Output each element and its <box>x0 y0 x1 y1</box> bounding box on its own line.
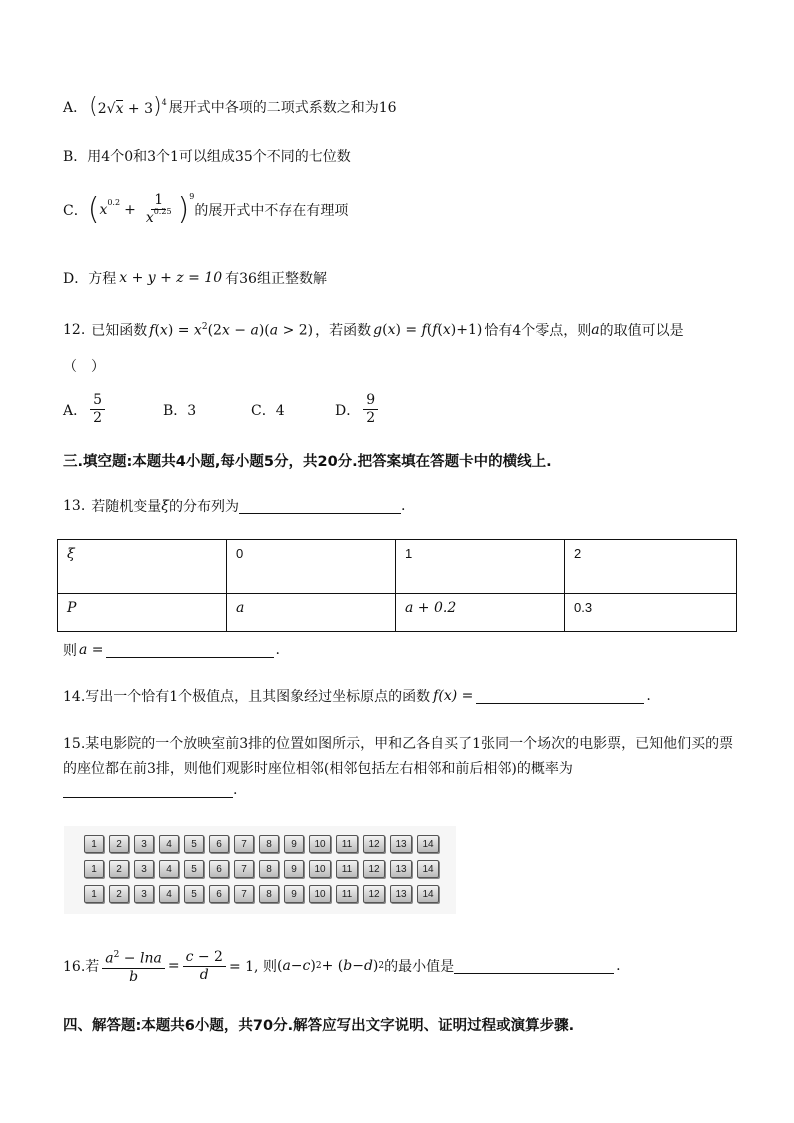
seat: 12 <box>363 860 385 878</box>
q12-text3: 恰有4个零点，则 <box>484 323 592 339</box>
seat: 11 <box>336 835 358 853</box>
seat: 11 <box>336 860 358 878</box>
table-cell: a <box>227 594 396 632</box>
seat: 13 <box>390 860 412 878</box>
seat: 4 <box>159 860 179 878</box>
seat-row-1 <box>84 835 439 853</box>
seat: 14 <box>417 885 439 903</box>
q13-text: 若随机变量 <box>91 499 162 515</box>
q12-choice-d-num: 9 <box>363 393 378 410</box>
q13-answer-blank[interactable] <box>239 499 401 514</box>
q12-number: 12. <box>63 322 86 338</box>
option-b <box>63 146 351 166</box>
seat: 1 <box>84 860 104 878</box>
q14-answer-blank[interactable] <box>476 689 644 704</box>
q13-a-blank[interactable] <box>106 643 274 658</box>
q14-end: . <box>646 688 651 704</box>
seat: 6 <box>209 835 229 853</box>
seat: 9 <box>284 835 304 853</box>
option-a-formula: $(2√x + 3)^4$ <box>89 94 167 119</box>
table-cell: ξ <box>58 540 227 594</box>
option-c-text: 的展开式中不存在有理项 <box>194 203 349 219</box>
question-13 <box>63 496 405 516</box>
q13-after-end: . <box>275 642 280 658</box>
seat: 5 <box>184 860 204 878</box>
option-c <box>63 193 348 227</box>
seat: 12 <box>363 835 385 853</box>
table-cell: 0.3 <box>565 594 737 632</box>
q12-choice-a-label: A． <box>63 402 88 419</box>
q12-choice-b <box>163 400 251 420</box>
seat: 5 <box>184 835 204 853</box>
q12-choice-b-value: 3 <box>187 402 197 419</box>
q12-choice-d-label: D． <box>335 402 361 419</box>
q12-function: $f(x) = x^2(2x - a)(a > 2)$ <box>149 321 314 339</box>
option-a <box>63 96 397 118</box>
q12-choice-c-value: 4 <box>275 402 285 419</box>
q12-paren-text: （ ） <box>63 359 105 375</box>
seat-row-3 <box>84 885 439 903</box>
seat: 13 <box>390 885 412 903</box>
q15-text2: 的座位都在前3排，则他们观影时座位相邻(相邻包括左右相邻和前后相邻)的概率为 <box>63 761 573 777</box>
seat-row-2 <box>84 860 439 878</box>
seat: 7 <box>234 885 254 903</box>
q12-paren <box>63 356 105 376</box>
q13-after-var: a = <box>79 642 104 658</box>
seat: 2 <box>109 885 129 903</box>
q13-number: 13. <box>63 498 86 514</box>
q13-after-text: 则 <box>63 643 77 659</box>
seat: 2 <box>109 860 129 878</box>
option-b-text: 用4个0和3个1可以组成35个不同的七位数 <box>87 149 351 165</box>
q12-choice-d <box>335 393 381 426</box>
seat: 14 <box>417 835 439 853</box>
q12-text1: 已知函数 <box>91 323 148 339</box>
section-3-heading: 三.填空题:本题共4小题,每小题5分，共20分.把答案填在答题卡中的横线上. <box>63 454 552 470</box>
q12-choice-a-num: 5 <box>90 393 105 410</box>
q12-choice-c-label: C． <box>251 402 276 419</box>
seat: 6 <box>209 885 229 903</box>
option-a-text: 展开式中各项的二项式系数之和为16 <box>168 100 397 116</box>
option-d <box>63 268 327 288</box>
seat: 9 <box>284 860 304 878</box>
q13-end: . <box>400 498 406 514</box>
table-row <box>58 540 737 594</box>
seat: 14 <box>417 860 439 878</box>
option-b-label: B． <box>63 149 88 165</box>
option-d-prefix: 方程 <box>88 271 117 287</box>
option-c-label: C． <box>63 203 88 219</box>
seat: 1 <box>84 885 104 903</box>
section-4-heading: 四、解答题:本题共6小题，共70分.解答应写出文字说明、证明过程或演算步骤. <box>63 1018 575 1034</box>
seat: 4 <box>159 885 179 903</box>
q16-end: . <box>616 958 621 975</box>
question-12 <box>63 320 684 340</box>
seat: 6 <box>209 860 229 878</box>
q13-after <box>63 640 280 660</box>
q13-text2: 的分布列为 <box>168 499 239 515</box>
table-cell: 0 <box>227 540 396 594</box>
seat: 8 <box>259 885 279 903</box>
q15-end: . <box>233 782 238 798</box>
q15-answer-blank[interactable] <box>63 783 233 798</box>
question-16 <box>63 948 621 985</box>
q15-text: 15.某电影院的一个放映室前3排的位置如图所示，甲和乙各自买了1张同一个场次的电影票，已知他们买的票 <box>63 736 734 752</box>
seat: 11 <box>336 885 358 903</box>
q16-answer-blank[interactable] <box>454 959 614 974</box>
q12-composite: g(x) = f(f(x)+1) <box>373 322 483 338</box>
table-cell: a + 0.2 <box>396 594 565 632</box>
seat: 13 <box>390 835 412 853</box>
seat: 1 <box>84 835 104 853</box>
q12-choice-a <box>63 393 163 426</box>
distribution-table <box>57 539 737 632</box>
question-15-line2 <box>63 758 573 778</box>
option-d-equation: x + y + z = 10 <box>119 270 223 286</box>
q12-text4: 的取值可以是 <box>599 323 684 339</box>
table-cell: P <box>58 594 227 632</box>
q12-choices <box>63 393 381 426</box>
option-d-label: D． <box>63 271 89 287</box>
seat: 10 <box>309 835 331 853</box>
seat: 8 <box>259 835 279 853</box>
seat: 3 <box>134 885 154 903</box>
q15-blank-line <box>63 782 237 798</box>
seat: 10 <box>309 860 331 878</box>
question-15 <box>63 733 733 753</box>
seat: 4 <box>159 835 179 853</box>
question-14 <box>63 686 651 706</box>
seat: 10 <box>309 885 331 903</box>
option-d-text: 有36组正整数解 <box>225 271 327 287</box>
seat: 2 <box>109 835 129 853</box>
seat: 12 <box>363 885 385 903</box>
q14-text: 14.写出一个恰有1个极值点，且其图象经过坐标原点的函数 <box>63 689 431 705</box>
seat: 7 <box>234 835 254 853</box>
q16-text: 的最小值是 <box>384 959 455 976</box>
q13-xi: ξ <box>161 498 169 514</box>
seat: 3 <box>134 835 154 853</box>
seat: 9 <box>284 885 304 903</box>
q12-choice-a-den: 2 <box>93 410 103 426</box>
q12-var-a: a <box>591 322 600 338</box>
seat: 7 <box>234 860 254 878</box>
q12-choice-b-label: B． <box>163 402 188 419</box>
q12-choice-c <box>251 400 335 420</box>
table-cell: 1 <box>396 540 565 594</box>
seat: 5 <box>184 885 204 903</box>
q12-text2: ，若函数 <box>315 323 372 339</box>
table-cell: 2 <box>565 540 737 594</box>
seat: 8 <box>259 860 279 878</box>
q14-fx: f(x) = <box>433 688 474 704</box>
seat: 3 <box>134 860 154 878</box>
option-c-formula: ( x 0.2 + $\frac{1}{x^{0.25}}$ ) 9 <box>87 191 195 227</box>
q16-formula: $\frac{a^2 - \ln a}{b}$ = $\frac{c - 2}{d}$ = 1, 则 ( a − c ) 2 + ( b − d ) 2 <box>99 948 384 985</box>
q16-prefix: 16.若 <box>63 959 100 976</box>
table-row <box>58 594 737 632</box>
q12-choice-d-den: 2 <box>366 410 376 426</box>
option-a-label: A． <box>63 100 88 116</box>
